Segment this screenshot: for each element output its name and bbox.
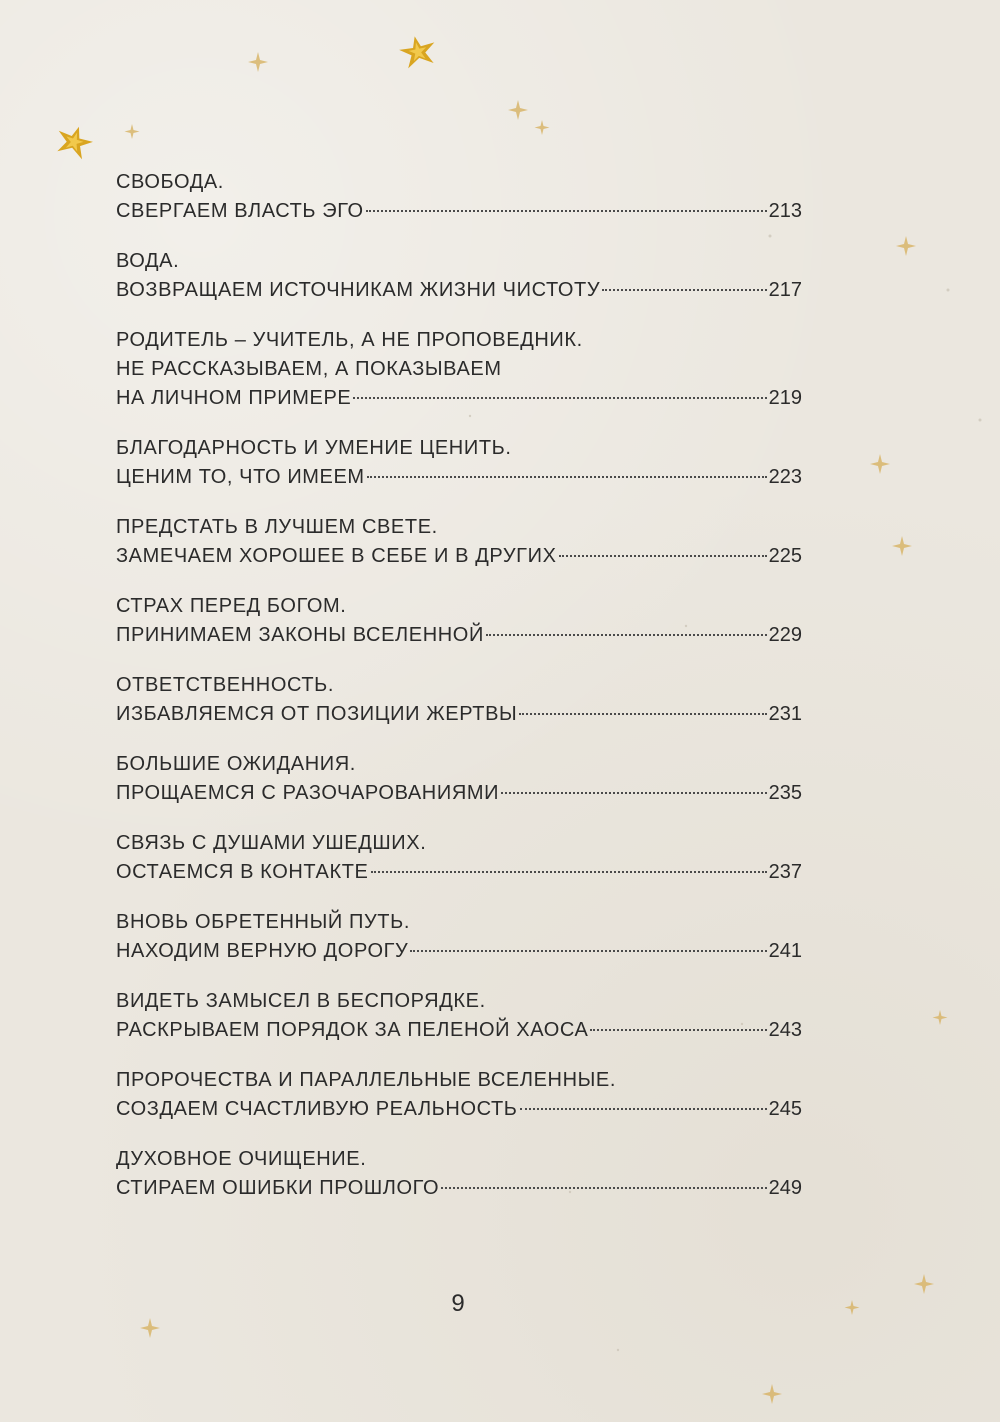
toc-entry-page-number: 225 [768,545,802,567]
toc-entry[interactable] [116,434,802,513]
toc-entry-subtitle-line [116,1095,802,1124]
toc-entry-heading-line: ВОДА. [116,250,180,272]
page-number: 9 [451,1290,465,1317]
toc-entry-heading [116,592,802,621]
toc-entry[interactable] [116,592,802,671]
dot-leader [371,871,767,873]
toc-entry-subtitle-line [116,384,802,413]
toc-entry-page-number: 235 [768,782,802,804]
toc-entry-heading-line: СВОБОДА. [116,171,224,193]
toc-entry-heading [116,987,802,1016]
toc-entry-subtitle-line [116,858,802,887]
toc-entry-heading-line: ДУХОВНОЕ ОЧИЩЕНИЕ. [116,1148,367,1170]
toc-entry[interactable] [116,513,802,592]
toc-entry-subtitle-line [116,621,802,650]
toc-entry-page-number: 249 [768,1177,802,1199]
toc-entry-subtitle-line [116,937,802,966]
toc-entry[interactable] [116,750,802,829]
toc-entry[interactable] [116,168,802,247]
toc-entry-subtitle-line [116,779,802,808]
dot-leader [441,1187,766,1189]
toc-entry[interactable] [116,247,802,326]
toc-entry-subtitle: ОСТАЕМСЯ В КОНТАКТЕ [116,861,369,883]
toc-entry-heading [116,247,802,276]
toc-entry-subtitle: РАСКРЫВАЕМ ПОРЯДОК ЗА ПЕЛЕНОЙ ХАОСА [116,1019,589,1041]
toc-entry-subtitle: ИЗБАВЛЯЕМСЯ ОТ ПОЗИЦИИ ЖЕРТВЫ [116,703,518,725]
toc-entry-subtitle-line [116,197,802,226]
toc-entry-heading [116,168,802,197]
toc-entry-heading-line: БЛАГОДАРНОСТЬ И УМЕНИЕ ЦЕНИТЬ. [116,437,512,459]
dot-leader [367,476,767,478]
toc-entry-subtitle: ЦЕНИМ ТО, ЧТО ИМЕЕМ [116,466,365,488]
toc-entry-heading [116,1145,802,1174]
toc-entry-subtitle: ЗАМЕЧАЕМ ХОРОШЕЕ В СЕБЕ И В ДРУГИХ [116,545,557,567]
toc-entry-heading [116,434,802,463]
toc-entry-subtitle: СТИРАЕМ ОШИБКИ ПРОШЛОГО [116,1177,440,1199]
toc-entry-subtitle: СОЗДАЕМ СЧАСТЛИВУЮ РЕАЛЬНОСТЬ [116,1098,518,1120]
toc-entry-heading [116,326,802,384]
toc-entry-heading [116,908,802,937]
toc-entry[interactable] [116,987,802,1066]
toc-entry-heading [116,829,802,858]
toc-entry-heading-line: СВЯЗЬ С ДУШАМИ УШЕДШИХ. [116,832,427,854]
toc-entry-page-number: 231 [768,703,802,725]
toc-entry[interactable] [116,1066,802,1145]
dot-leader [519,713,766,715]
dot-leader [410,950,766,952]
toc-entry-heading-line: ПРОРОЧЕСТВА И ПАРАЛЛЕЛЬНЫЕ ВСЕЛЕННЫЕ. [116,1069,617,1091]
toc-entry-subtitle-line [116,1174,802,1203]
toc-entry-subtitle: ПРОЩАЕМСЯ С РАЗОЧАРОВАНИЯМИ [116,782,500,804]
toc-entry-subtitle: НА ЛИЧНОМ ПРИМЕРЕ [116,387,352,409]
dot-leader [501,792,767,794]
toc-entry[interactable] [116,1145,802,1224]
toc-entry-heading-line: ПРЕДСТАТЬ В ЛУЧШЕМ СВЕТЕ. [116,516,438,538]
toc-entry-page-number: 223 [768,466,802,488]
dot-leader [602,289,766,291]
toc-entry-heading [116,1066,802,1095]
dot-leader [520,1108,767,1110]
dot-leader [353,397,766,399]
toc-entry-page-number: 219 [768,387,802,409]
toc-entry-subtitle-line [116,276,802,305]
toc-entry-subtitle-line [116,542,802,571]
toc-entry-heading-line: НЕ РАССКАЗЫВАЕМ, А ПОКАЗЫВАЕМ [116,358,502,380]
toc-entry-heading-line: ВНОВЬ ОБРЕТЕННЫЙ ПУТЬ. [116,911,410,933]
toc-entry-heading-line: РОДИТЕЛЬ – УЧИТЕЛЬ, А НЕ ПРОПОВЕДНИК. [116,329,583,351]
toc-entry-page-number: 245 [768,1098,802,1120]
toc-entry-subtitle: ПРИНИМАЕМ ЗАКОНЫ ВСЕЛЕННОЙ [116,624,484,646]
toc-entry-page-number: 217 [768,279,802,301]
dot-leader [590,1029,766,1031]
toc-entry-subtitle: ВОЗВРАЩАЕМ ИСТОЧНИКАМ ЖИЗНИ ЧИСТОТУ [116,279,601,301]
toc-entry-page-number: 213 [768,200,802,222]
toc-entry-page-number: 229 [768,624,802,646]
table-of-contents [116,168,802,1224]
toc-entry-subtitle-line [116,700,802,729]
toc-entry[interactable] [116,326,802,434]
toc-entry-heading-line: ВИДЕТЬ ЗАМЫСЕЛ В БЕСПОРЯДКЕ. [116,990,486,1012]
toc-entry-page-number: 243 [768,1019,802,1041]
toc-entry[interactable] [116,908,802,987]
toc-entry[interactable] [116,671,802,750]
toc-entry-heading [116,750,802,779]
toc-entry-page-number: 241 [768,940,802,962]
dot-leader [486,634,767,636]
toc-entry-page-number: 237 [768,861,802,883]
toc-entry-heading [116,671,802,700]
dot-leader [559,555,767,557]
toc-entry-subtitle-line [116,463,802,492]
toc-entry-subtitle-line [116,1016,802,1045]
toc-entry-heading-line: ОТВЕТСТВЕННОСТЬ. [116,674,335,696]
toc-entry[interactable] [116,829,802,908]
toc-entry-subtitle: СВЕРГАЕМ ВЛАСТЬ ЭГО [116,200,364,222]
toc-entry-heading [116,513,802,542]
toc-entry-heading-line: БОЛЬШИЕ ОЖИДАНИЯ. [116,753,356,775]
toc-entry-subtitle: НАХОДИМ ВЕРНУЮ ДОРОГУ [116,940,409,962]
dot-leader [366,210,767,212]
toc-entry-heading-line: СТРАХ ПЕРЕД БОГОМ. [116,595,347,617]
